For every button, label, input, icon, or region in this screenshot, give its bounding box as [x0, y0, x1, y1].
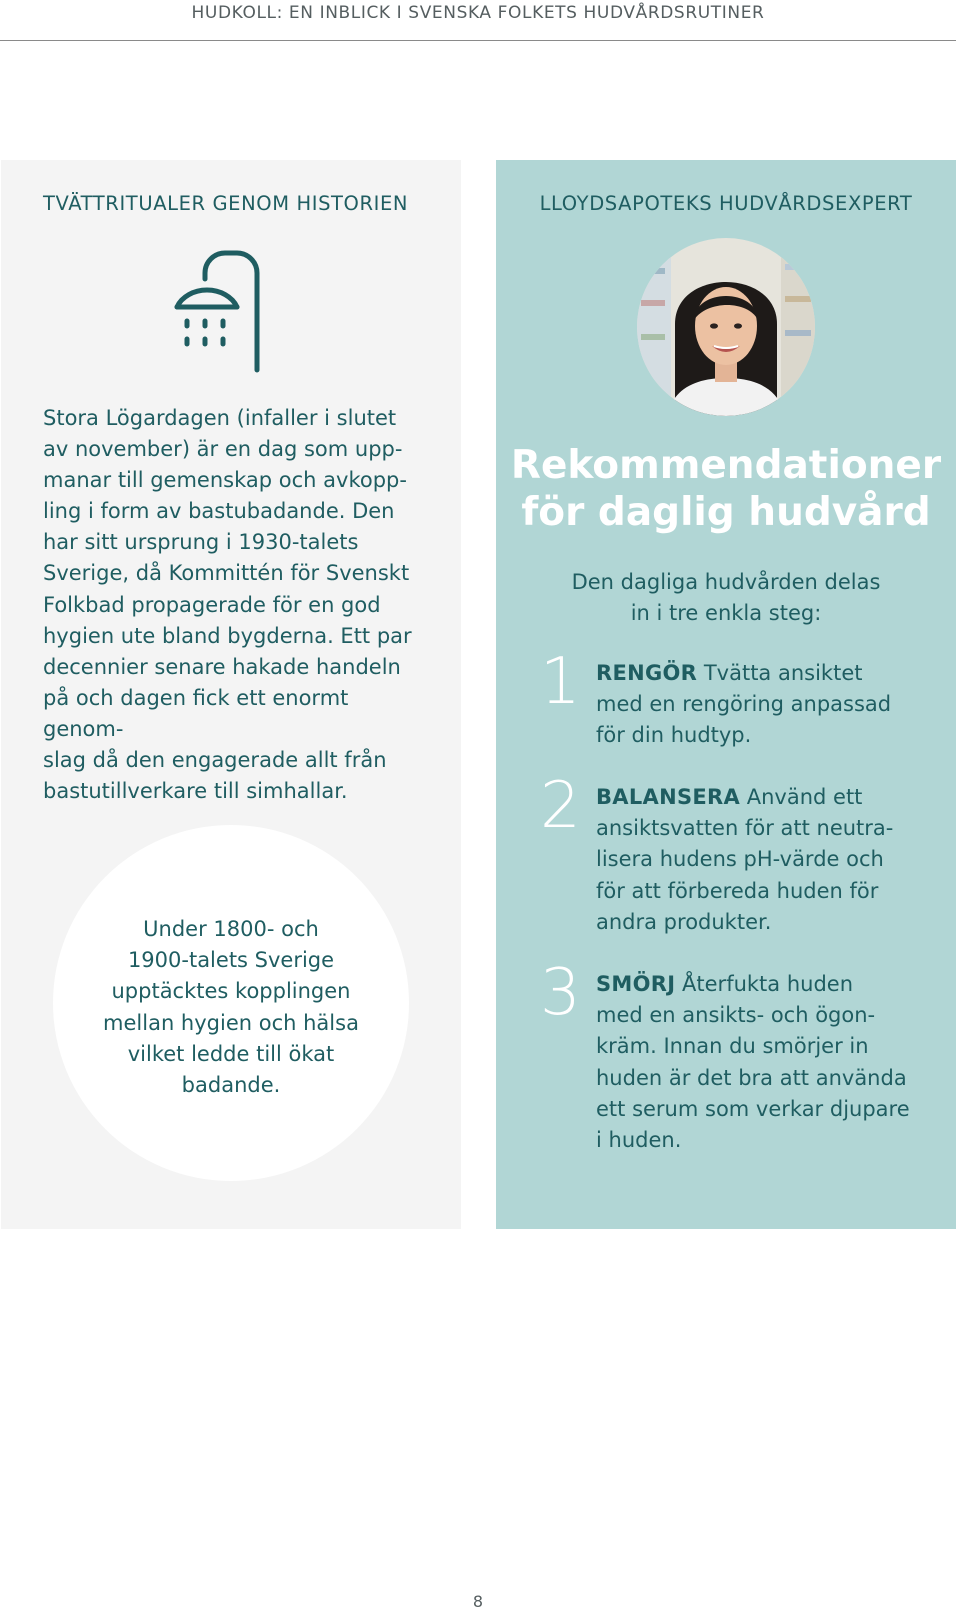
- history-line: decennier senare hakade handeln: [43, 654, 401, 679]
- history-line: Folkbad propagerade för en god: [43, 592, 381, 617]
- history-line: manar till gemenskap och avkopp-: [43, 468, 407, 493]
- recommendations-intro: [496, 567, 956, 629]
- quote-line: Under 1800- och: [143, 917, 319, 941]
- step-line-rest: Använd ett: [740, 785, 863, 809]
- step-line: ett serum som verkar djupare: [596, 1096, 910, 1121]
- step-line: andra produkter.: [596, 909, 772, 934]
- step-line: i huden.: [596, 1128, 682, 1153]
- history-line: slag då den engagerade allt från: [43, 748, 387, 773]
- step-line: [596, 782, 916, 813]
- title-line: Rekommendationer: [510, 443, 942, 488]
- step-line: för din hudtyp.: [596, 723, 752, 748]
- step-number: 3: [540, 956, 581, 1030]
- history-line: av november) är en dag som upp-: [43, 437, 403, 462]
- step-line: med en rengöring anpassad: [596, 692, 892, 717]
- expert-photo: [637, 238, 815, 416]
- intro-line: in i tre enkla steg:: [630, 601, 822, 626]
- step-keyword: SMÖRJ: [596, 972, 676, 996]
- expert-panel: [496, 160, 956, 1229]
- history-line: på och dagen fick ett enormt genom-: [43, 685, 349, 741]
- quote-text: [101, 914, 361, 1101]
- quote-circle: [53, 825, 409, 1181]
- step-text: [596, 969, 916, 1156]
- step-text: [596, 658, 916, 752]
- step-line: lisera hudens pH-värde och: [596, 847, 884, 872]
- recommendations-title: [496, 442, 956, 536]
- step-line-rest: Återfukta huden: [675, 972, 854, 996]
- step-line: [596, 969, 916, 1000]
- header-title: HUDKOLL: EN INBLICK I SVENSKA FOLKETS HUDVÅRDSRUTINER: [191, 3, 765, 23]
- expert-heading: LLOYDSAPOTEKS HUDVÅRDSEXPERT: [539, 192, 913, 215]
- history-line: Stora Lögardagen (infaller i slutet: [43, 406, 397, 430]
- page-header: [0, 0, 956, 41]
- step-line: med en ansikts- och ögon-: [596, 1003, 876, 1028]
- quote-line: 1900-talets Sverige: [127, 948, 335, 973]
- intro-line: Den dagliga hudvården delas: [571, 570, 881, 594]
- page-number: 8: [472, 1592, 484, 1611]
- history-line: har sitt ursprung i 1930-talets: [43, 530, 359, 555]
- step-line: kräm. Innan du smörjer in: [596, 1034, 869, 1059]
- step-number: 1: [540, 645, 581, 719]
- step-line-rest: Tvätta ansiktet: [697, 661, 863, 685]
- history-line: Sverige, då Kommittén för Svenskt: [43, 561, 410, 586]
- history-heading: TVÄTTRITUALER GENOM HISTORIEN: [43, 192, 409, 215]
- expert-portrait-illustration: [637, 238, 815, 416]
- quote-line: vilket ledde till ökat: [127, 1041, 335, 1066]
- step-line: ansiktsvatten för att neutra-: [596, 816, 894, 841]
- step-line: [596, 658, 916, 689]
- step-line: för att förbereda huden för: [596, 878, 879, 903]
- quote-line: mellan hygien och hälsa: [103, 1010, 359, 1035]
- quote-line: badande.: [181, 1073, 281, 1098]
- step-keyword: RENGÖR: [596, 661, 698, 685]
- step-number: 2: [540, 769, 581, 843]
- history-line: bastutillverkare till simhallar.: [43, 779, 348, 804]
- step-keyword: BALANSERA: [596, 785, 741, 809]
- title-line: för daglig hudvård: [521, 490, 931, 535]
- shower-icon: [173, 245, 269, 375]
- step-line: huden är det bra att använda: [596, 1065, 907, 1090]
- history-line: ling i form av bastubadande. Den: [43, 499, 395, 524]
- step-text: [596, 782, 916, 938]
- quote-line: upptäcktes kopplingen: [111, 979, 351, 1004]
- history-panel: [1, 160, 461, 1229]
- history-body-text: [43, 403, 433, 807]
- history-line: hygien ute bland bygderna. Ett par: [43, 623, 412, 648]
